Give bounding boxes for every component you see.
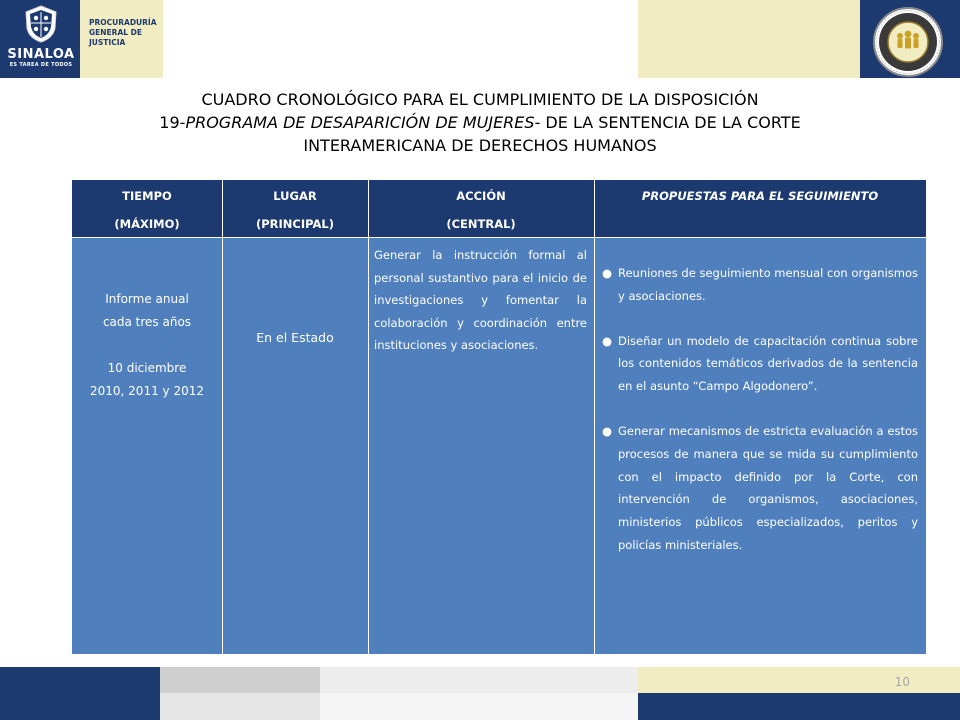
- cell-tiempo: [72, 288, 222, 403]
- list-item: [600, 420, 918, 557]
- time-line: [72, 334, 222, 357]
- institution-name: [89, 18, 161, 48]
- proposals-list: [600, 262, 918, 579]
- row-divider: [72, 237, 926, 238]
- footer-gray-block: [160, 667, 320, 693]
- header-label: TIEMPO: [122, 189, 172, 203]
- institutional-seal-icon: [872, 6, 944, 78]
- footer-gray-block: [320, 693, 638, 720]
- sinaloa-logo: [4, 4, 78, 74]
- time-line: cada tres años: [102, 315, 192, 329]
- header-sublabel: (MÁXIMO): [114, 217, 180, 231]
- header-cream-block-right: [638, 0, 860, 78]
- header-label: LUGAR: [273, 189, 317, 203]
- bullet-icon: ●: [602, 423, 613, 438]
- bullet-icon: ●: [602, 333, 613, 348]
- title-line-2-italic: PROGRAMA DE DESAPARICIÓN DE MUJERES: [185, 113, 535, 132]
- title-line-3: INTERAMERICANA DE DERECHOS HUMANOS: [303, 136, 657, 155]
- footer-gray-block: [160, 693, 320, 720]
- header-label: ACCIÓN: [456, 189, 506, 203]
- footer-navy-block: [0, 667, 160, 720]
- header-label: PROPUESTAS PARA EL SEGUIMIENTO: [641, 189, 879, 203]
- header-sublabel: (PRINCIPAL): [255, 217, 335, 231]
- slide-header: [0, 0, 960, 78]
- title-line-2: [70, 111, 890, 134]
- institution-line: GENERAL DE: [89, 28, 142, 37]
- proposal-text: Diseñar un modelo de capacitación continua sobre los contenidos temáticos derivados de la sentencia en el asunto “Campo Algodonero”.: [618, 333, 918, 394]
- title-line-2-suffix: - DE LA SENTENCIA DE LA CORTE: [534, 113, 801, 132]
- proposal-text: Generar mecanismos de estricta evaluación a estos procesos de manera que se mida su cumplimiento con el impacto definido por la Corte, con intervención de organismos, asociaciones, ministerios públicos especializados, peritos y policías ministeriales.: [618, 423, 918, 552]
- header-cell-tiempo: [72, 180, 222, 238]
- footer-navy-block-right: [638, 693, 960, 720]
- slide-footer: [0, 667, 960, 720]
- header-cell-accion: [368, 180, 594, 238]
- footer-gray-block: [320, 667, 638, 693]
- footer-cream-block: [638, 667, 960, 693]
- time-line: 10 diciembre: [107, 361, 187, 375]
- column-divider: [222, 180, 223, 654]
- table-header-row: [72, 180, 926, 238]
- proposal-text: Reuniones de seguimiento mensual con organismos y asociaciones.: [618, 266, 918, 303]
- header-cell-propuestas: [594, 180, 926, 238]
- column-divider: [368, 180, 369, 654]
- list-item: [600, 262, 918, 308]
- cell-accion: Generar la instrucción formal al personal sustantivo para el inicio de investigaciones y fomentar la colaboración y coordinación entre instituciones y asociaciones.: [374, 248, 587, 353]
- chronology-table: [72, 180, 926, 654]
- header-cell-lugar: [222, 180, 368, 238]
- logo-name: SINALOA: [7, 47, 75, 62]
- coat-of-arms-icon: [22, 4, 60, 44]
- page-number: 10: [894, 675, 910, 689]
- institution-line: JUSTICIA: [89, 38, 126, 47]
- header-white-block: [163, 0, 638, 78]
- logo-tagline: ES TAREA DE TODOS: [9, 62, 73, 68]
- time-line: 2010, 2011 y 2012: [90, 384, 204, 398]
- header-sublabel: (CENTRAL): [446, 217, 516, 231]
- column-divider: [594, 180, 595, 654]
- institution-line: PROCURADURÍA: [89, 18, 157, 27]
- title-line-2-prefix: 19-: [159, 113, 186, 132]
- slide-title: [70, 88, 890, 157]
- title-line-1: CUADRO CRONOLÓGICO PARA EL CUMPLIMIENTO DE LA DISPOSICIÓN: [201, 90, 759, 109]
- cell-lugar: En el Estado: [256, 330, 334, 345]
- bullet-icon: ●: [602, 266, 613, 280]
- list-item: [600, 330, 918, 398]
- time-line: Informe anual: [105, 292, 189, 306]
